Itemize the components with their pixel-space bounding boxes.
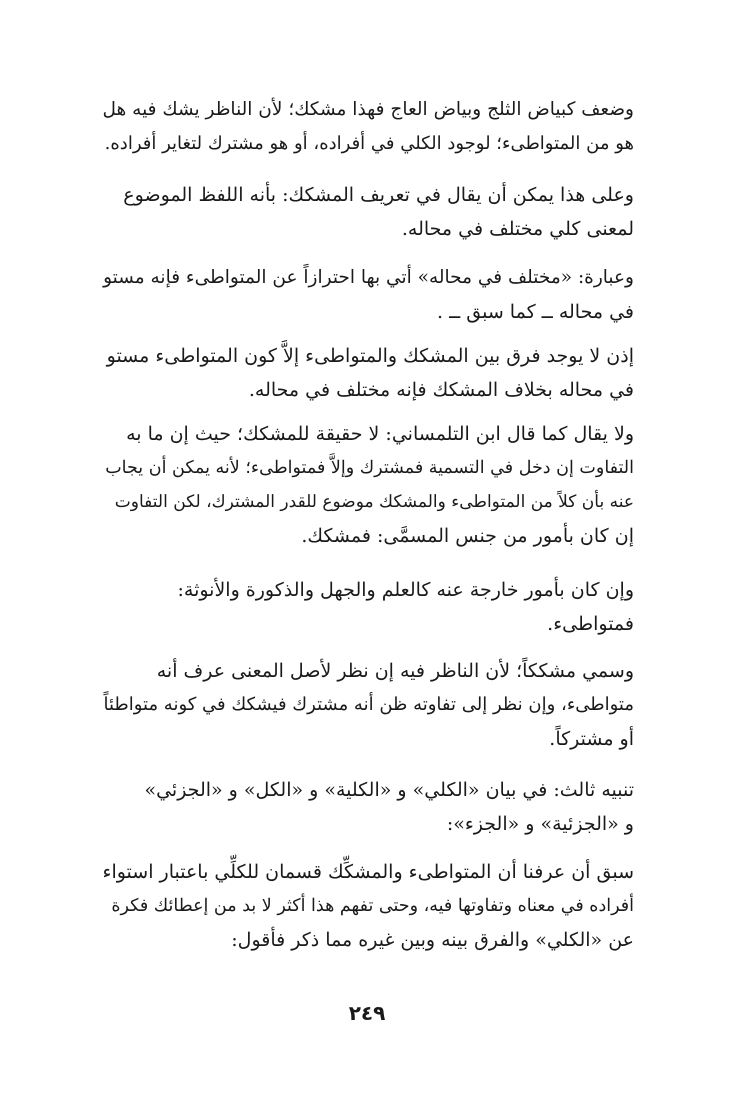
text-line: عنه بأن كلاً من المتواطىء والمشكك موضوع للقدر المشترك، لكن التفاوت — [114, 492, 634, 512]
text-line: وضعف كبياض الثلج وبياض العاج فهذا مشكك؛ لأن الناظر يشك فيه هل — [102, 99, 634, 120]
text-line: عن «الكلي» والفرق بينه وبين غيره مما ذكر فأقول: — [231, 929, 634, 951]
text-line: أو مشتركاً. — [549, 728, 634, 750]
text-line: و «الجزئية» و «الجزء»: — [446, 813, 634, 835]
text-line: فمتواطىء. — [547, 613, 634, 635]
text-line: وعلى هذا يمكن أن يقال في تعريف المشكك: بأنه اللفظ الموضوع — [123, 184, 634, 206]
text-line: إذن لا يوجد فرق بين المشكك والمتواطىء إلاَّ كون المتواطىء مستو — [106, 345, 634, 367]
page-number: ٢٤٩ — [348, 1001, 386, 1025]
text-line: وعبارة: «مختلف في محاله» أتي بها احترازاً عن المتواطىء فإنه مستو — [103, 267, 634, 288]
text-line: سبق أن عرفنا أن المتواطىء والمشكِّك قسمان للكلِّي باعتبار استواء — [102, 861, 634, 883]
text-line: لمعنى كلي مختلف في محاله. — [401, 218, 634, 240]
paragraph-4 — [101, 339, 634, 407]
text-line: التفاوت إن دخل في التسمية فمشترك وإلاَّ فمتواطىء؛ لأنه يمكن أن يجاب — [105, 458, 634, 478]
paragraph-1 — [101, 93, 634, 161]
text-line: وإن كان بأمور خارجة عنه كالعلم والجهل والذكورة والأنوثة: — [177, 579, 634, 601]
paragraph-7 — [101, 654, 634, 756]
text-line: تنبيه ثالث: في بيان «الكلي» و «الكلية» و «الكل» و «الجزئي» — [144, 779, 634, 801]
text-line: ولا يقال كما قال ابن التلمساني: لا حقيقة للمشكك؛ حيث إن ما به — [126, 423, 634, 445]
text-line: إن كان بأمور من جنس المسمَّى: فمشكك. — [301, 525, 634, 547]
text-line: في محاله بخلاف المشكك فإنه مختلف في محاله. — [248, 379, 634, 401]
paragraph-9 — [101, 855, 634, 957]
paragraph-3 — [101, 261, 634, 329]
text-line: في محاله ــ كما سبق ــ . — [437, 301, 634, 323]
text-line: أفراده في معناه وتفاوتها فيه، وحتى تفهم هذا أكثر لا بد من إعطائك فكرة — [111, 896, 634, 916]
paragraph-8 — [101, 773, 634, 841]
paragraph-5 — [101, 417, 634, 553]
text-line: وسمي مشككاً؛ لأن الناظر فيه إن نظر لأصل المعنى عرف أنه — [156, 660, 634, 682]
text-line: متواطىء، وإن نظر إلى تفاوته ظن أنه مشترك فيشكك في كونه متواطئاً — [103, 694, 634, 715]
paragraph-6 — [101, 573, 634, 641]
paragraph-2 — [101, 178, 634, 246]
text-line: هو من المتواطىء؛ لوجود الكلي في أفراده، أو هو مشترك لتغاير أفراده. — [104, 133, 634, 154]
